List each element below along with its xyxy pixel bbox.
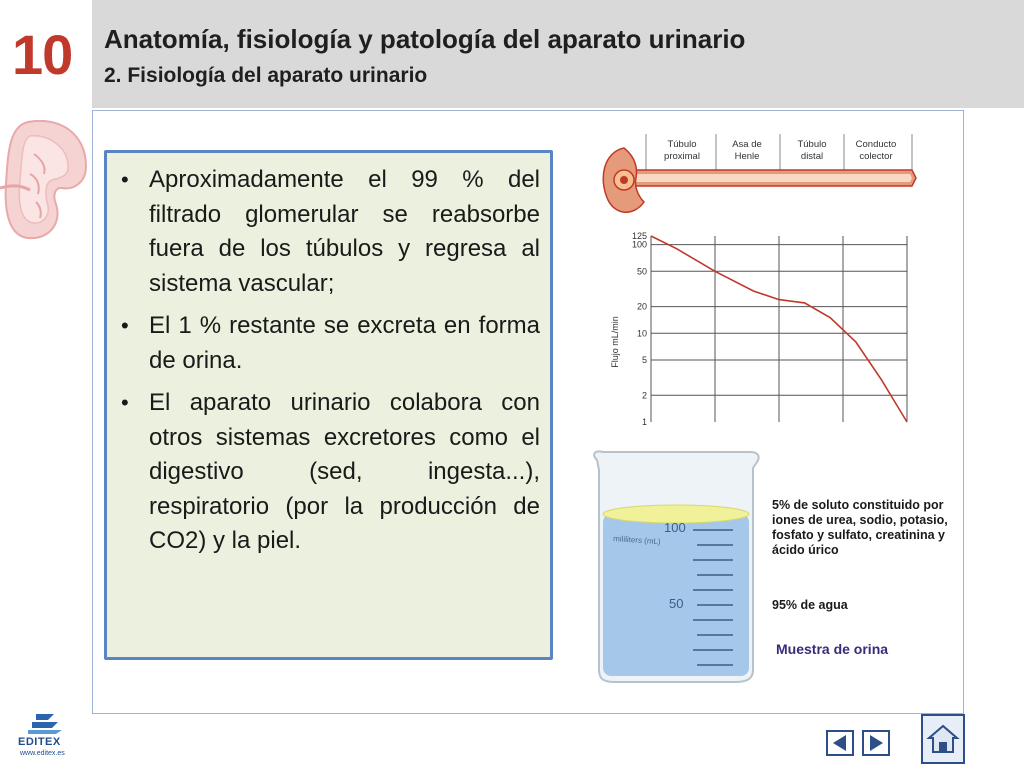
segment-label-2a: Asa de (732, 139, 762, 150)
urine-beaker (585, 448, 765, 684)
bullet-item (115, 163, 540, 301)
logo-name: EDITEX (18, 736, 61, 748)
flow-chart (605, 222, 915, 430)
nephron-diagram (594, 130, 924, 222)
bullet-item (115, 309, 540, 378)
segment-label-3b: distal (800, 151, 824, 162)
chart-yticks (632, 231, 647, 427)
beaker-mark-100: 100 (664, 520, 686, 535)
bullet-dot: • (121, 167, 129, 192)
chart-ytick-label: 10 (636, 328, 647, 339)
kidney-illustration (0, 114, 92, 244)
bullet-dot: • (121, 390, 129, 415)
segment-label-3a: Túbulo (797, 139, 827, 150)
chart-ylabel: Flujo mL/min (610, 316, 620, 368)
chart-ytick-label: 100 (631, 239, 647, 250)
chart-ytick-label: 5 (641, 355, 647, 365)
segment-label-1a: Túbulo (667, 139, 697, 150)
segment-label-4a: Conducto (855, 139, 897, 150)
bullet-text: El aparato urinario colabora con otros sistemas excretores como el digestivo (sed, ingesta...), respiratorio (por la producción de CO2) y la piel. (149, 389, 540, 554)
page-title: Anatomía, fisiología y patología del aparato urinario (104, 24, 746, 54)
water-note: 95% de agua (772, 598, 848, 612)
logo-url: www.editex.es (20, 750, 65, 757)
chart-ytick-label: 50 (636, 266, 647, 277)
segment-label-4b: colector (859, 151, 893, 162)
next-slide-button[interactable] (862, 730, 890, 756)
previous-slide-button[interactable] (826, 730, 854, 756)
beaker-mark-50: 50 (669, 596, 684, 611)
beaker-unit-label: mililiters (mL) (612, 534, 661, 547)
triangle-left-icon (830, 733, 850, 753)
triangle-right-icon (866, 733, 886, 753)
bullet-dot: • (121, 313, 129, 338)
page-subtitle: 2. Fisiología del aparato urinario (104, 64, 428, 87)
chart-grid (651, 236, 907, 422)
segment-label-1b: proximal (664, 151, 700, 162)
unit-number: 10 (12, 23, 73, 86)
chart-ytick-label: 2 (641, 390, 647, 401)
bullet-textbox (104, 150, 553, 660)
bullet-list (115, 163, 540, 559)
home-button[interactable] (921, 714, 965, 764)
chart-ytick-label: 1 (641, 417, 647, 427)
chart-ytick-label: 125 (631, 231, 647, 241)
chart-ytick-label: 20 (636, 301, 647, 312)
sample-caption: Muestra de orina (776, 641, 889, 657)
segment-label-2b: Henle (734, 151, 760, 162)
bullet-item (115, 386, 540, 559)
solute-note: 5% de soluto constituido por iones de urea, sodio, potasio, fosfato y sulfato, creatinina y ácido úrico (772, 498, 948, 557)
bullet-text: Aproximadamente el 99 % del filtrado glomerular se reabsorbe fuera de los túbulos y regresa al sistema vascular; (149, 166, 540, 297)
home-icon (926, 722, 960, 756)
bullet-text: El 1 % restante se excreta en forma de orina. (149, 312, 540, 374)
header (0, 0, 1024, 108)
